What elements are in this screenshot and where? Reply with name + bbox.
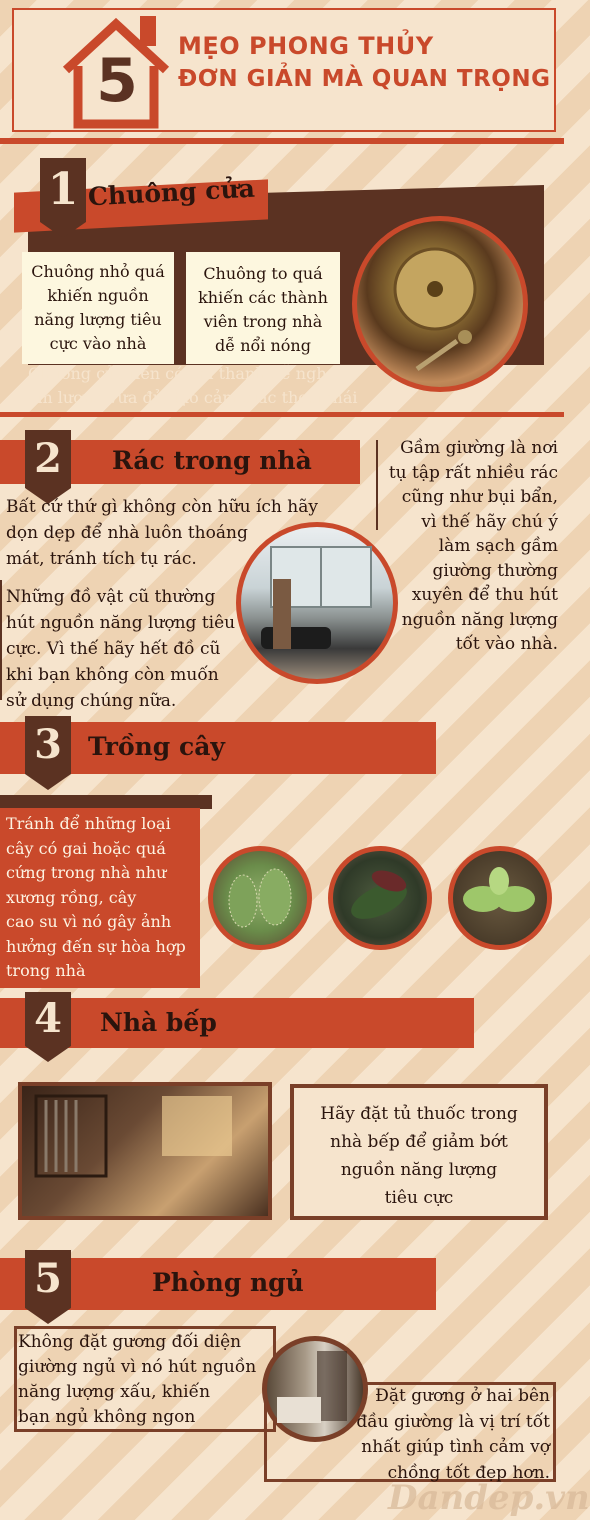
sofa-icon [241, 527, 393, 679]
bedroom-photo [262, 1336, 368, 1442]
section3-strip-dark [0, 795, 212, 809]
section4-number [25, 992, 71, 1046]
section1-note-right [186, 252, 340, 364]
header-title-line1: MẸO PHONG THỦY [178, 32, 434, 60]
cactus-photo [208, 846, 312, 950]
text-line: sử dụng chúng nữa. [6, 691, 177, 711]
note-line: dễ nổi nóng [215, 336, 311, 355]
text-line: năng lượng xấu, khiến [18, 1382, 211, 1402]
succulent-photo [448, 846, 552, 950]
cactus-icon [213, 851, 307, 945]
sprout-icon [453, 851, 547, 945]
kitchen-photo [18, 1082, 272, 1220]
text-line: tốt vào nhà. [455, 634, 558, 654]
text-line: hút nguồn năng lượng tiêu [6, 613, 236, 633]
section4-note [290, 1084, 548, 1220]
leaf-icon [333, 851, 427, 945]
text-line: Bất cứ thứ gì không còn hữu ích hãy [6, 497, 318, 517]
dish-rack-icon [22, 1086, 268, 1216]
text-line: mát, tránh tích tụ rác. [6, 549, 197, 569]
note-line: tiêu cực [384, 1188, 454, 1208]
doorbell-icon [357, 221, 523, 387]
text-line: chồng tốt đẹp hơn. [387, 1462, 550, 1483]
rubber-plant-photo [328, 846, 432, 950]
text-line: hưởng đến sự hòa hợp [6, 936, 186, 956]
text-line: Không đặt gương đối diện [18, 1332, 242, 1352]
text-line: nhất giúp tình cảm vợ [361, 1437, 550, 1457]
section2-number-text: 2 [34, 435, 62, 482]
section5-text-left [18, 1330, 256, 1430]
text-line: xương rồng, cây [6, 887, 137, 907]
text-line: vì thế hãy chú ý [421, 511, 558, 532]
text-line: Gầm giường là nơi [400, 438, 558, 458]
note-line: khiến các thành [198, 288, 328, 307]
note-line: khiến nguồn [47, 286, 149, 305]
watermark-logo: Dandep.vn [388, 1478, 590, 1518]
text-line: làm sạch gầm [438, 536, 558, 556]
section1-note-left [22, 252, 174, 364]
section3-text [6, 812, 186, 984]
section3-number [25, 716, 71, 774]
section1-divider [0, 412, 564, 417]
section4-banner [0, 998, 474, 1048]
section2-title: Rác trong nhà [112, 446, 312, 475]
section3-number-text: 3 [34, 721, 62, 768]
text-line: nguồn năng lượng [401, 609, 558, 630]
note-line: Hãy đặt tủ thuốc trong [320, 1104, 518, 1124]
section2-number [25, 430, 71, 488]
header-title-line2: ĐƠN GIẢN MÀ QUAN TRỌNG [178, 66, 551, 92]
note-line: cực vào nhà [49, 334, 147, 353]
section1-number-text: 1 [47, 164, 79, 215]
section5-title: Phòng ngủ [152, 1268, 304, 1297]
living-room-photo [236, 522, 398, 684]
caption-line: âm lượng vừa đủ, tạo cảm giác thoải mái [28, 388, 358, 407]
text-line: dọn dẹp để nhà luôn thoáng [6, 523, 248, 543]
section4-title: Nhà bếp [100, 1008, 217, 1037]
text-line: Đặt gương ở hai bên [375, 1386, 550, 1406]
doorbell-photo [352, 216, 528, 392]
section1-title: Chuông cửa [87, 173, 256, 212]
section2-vline-right [376, 440, 378, 530]
note-line: năng lượng tiêu [34, 310, 162, 329]
note-line: nhà bếp để giảm bớt [330, 1132, 508, 1152]
section5-number-text: 5 [34, 1255, 62, 1302]
text-line: cứng trong nhà như [6, 863, 167, 882]
text-line: đầu giường là vị trí tốt [356, 1411, 550, 1432]
text-line: bạn ngủ không ngon [18, 1407, 196, 1427]
header-number: 5 [96, 46, 138, 116]
section2-text-b [6, 584, 235, 714]
section2-vline-left [0, 580, 2, 700]
text-line: Những đồ vật cũ thường [6, 587, 216, 607]
text-line: xuyên để thu hút [411, 585, 558, 605]
note-line: Chuông to quá [203, 264, 323, 283]
text-line: cực. Vì thế hãy hết đồ cũ [6, 639, 221, 659]
section5-text-right [356, 1384, 550, 1486]
section1-caption [28, 362, 358, 410]
text-line: khi bạn không còn muốn [6, 665, 219, 685]
header-divider [0, 138, 564, 144]
note-line: viên trong nhà [203, 312, 323, 331]
text-line: tụ tập rất nhiều rác [388, 462, 558, 483]
mirror-icon [267, 1341, 363, 1437]
section2-text-right [389, 436, 558, 657]
text-line: giường ngủ vì nó hút nguồn [18, 1357, 257, 1377]
text-line: trong nhà [6, 961, 86, 980]
text-line: cây có gai hoặc quá [6, 838, 166, 858]
section4-number-text: 4 [34, 995, 62, 1042]
caption-line: Chuông cửa nên có âm thanh dễ nghe, [28, 364, 342, 383]
text-line: Tránh để những loại [6, 814, 171, 833]
text-line: giường thường [432, 560, 558, 581]
section1-number [40, 158, 86, 222]
text-line: cũng như bụi bẩn, [401, 487, 558, 507]
note-line: nguồn năng lượng [340, 1160, 498, 1180]
note-line: Chuông nhỏ quá [31, 262, 165, 281]
section5-number [25, 1250, 71, 1308]
section3-title: Trồng cây [88, 732, 225, 761]
text-line: cao su vì nó gây ảnh [6, 912, 172, 931]
